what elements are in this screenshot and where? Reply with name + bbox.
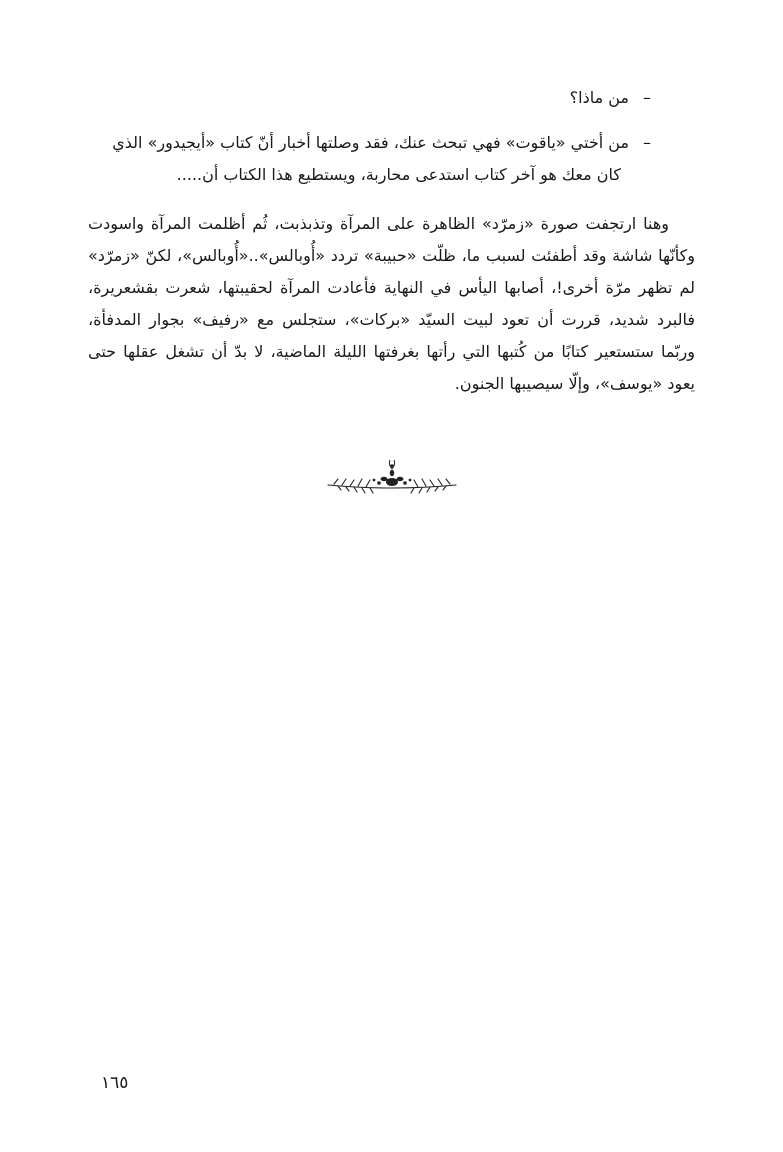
dialogue-dash: – [643, 133, 651, 152]
dialogue-2-first-line [88, 127, 651, 159]
narrative-paragraph: وهنا ارتجفت صورة «زمرّد» الظاهرة على المرآة وتذبذبت، ثُم أظلمت المرآة واسودت وكأنّها شاشة وقد أطفئت لسبب ما، ظلّت «حبيبة» تردد «أُوبالس»..«أُوبالس»، لكنّ «زمرّد» لم تظهر مرّة أخرى!، أصابها اليأس في النهاية فأعادت المرآة لحقيبتها، شعرت بقشعريرة، فالبرد شديد، قررت أن تعود لبيت السيّد «بركات»، ستجلس مع «رفيف» بجوار المدفأة، وربّما ستستعير كتابًا من كُتبها التي رأتها بغرفتها الليلة الماضية، لا بدّ أن تشغل عقلها حتى يعود «يوسف»، وإلّا سيصيبها الجنون. [88, 214, 695, 393]
dialogue-2-second-line: كان معك هو آخر كتاب استدعى محاربة، ويستطيع هذا الكتاب أن..... [176, 165, 621, 184]
floral-divider-ornament [324, 458, 460, 498]
dialogue-line-2 [88, 127, 651, 191]
dialogue-text: من ماذا؟ [569, 88, 629, 107]
dialogue-line-1 [570, 82, 651, 114]
page-number: ١٦٥ [101, 1073, 129, 1093]
dialogue-dash: – [643, 88, 651, 107]
dialogue-text-line-1: من أختي «ياقوت» فهي تبحث عنك، فقد وصلتها أخبار أنّ كتاب «أيجيدور» الذي [112, 133, 629, 152]
